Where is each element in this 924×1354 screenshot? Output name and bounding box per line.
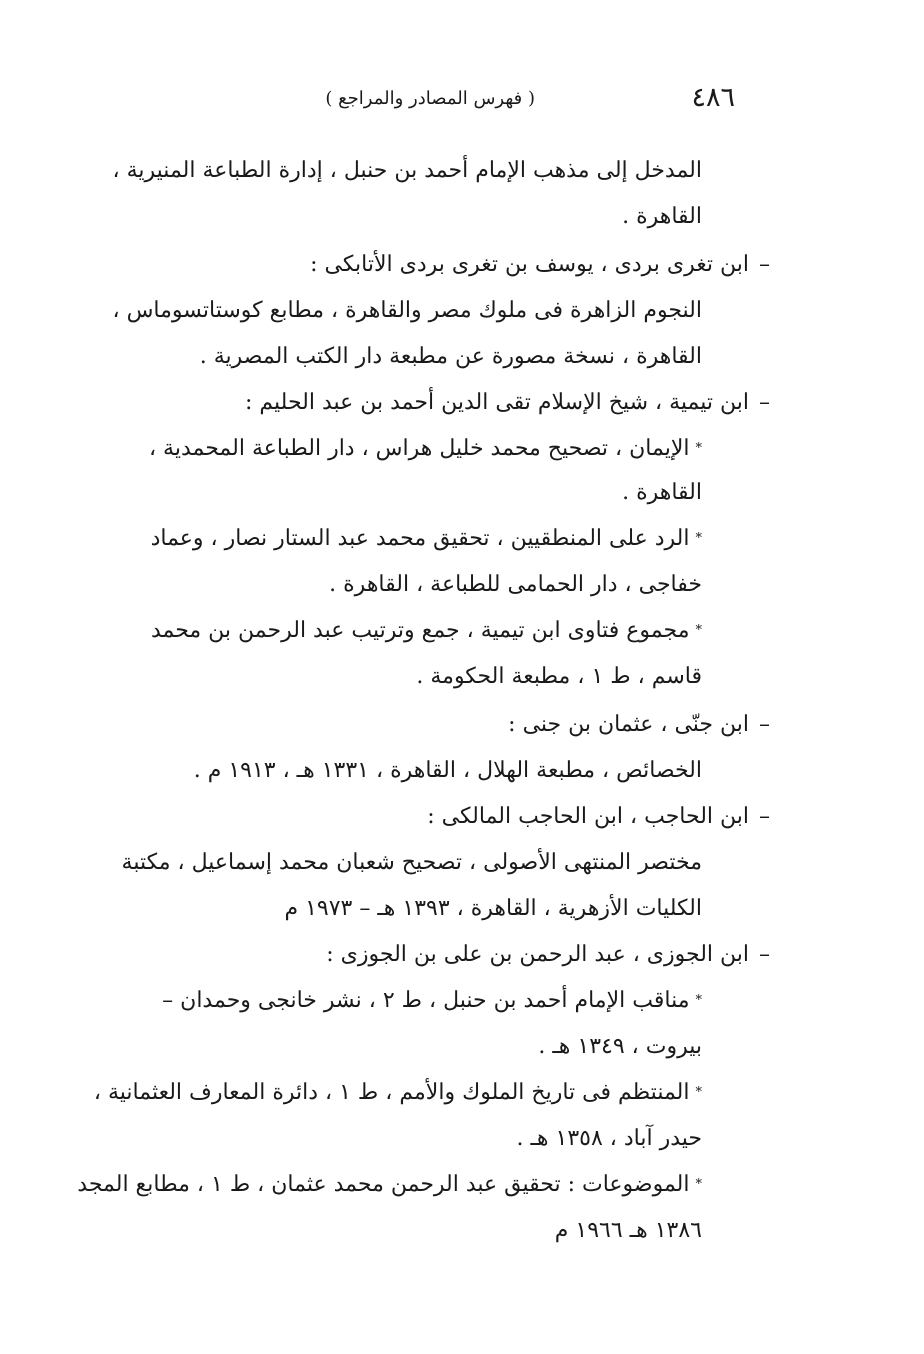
- entry-line: القاهرة .: [622, 204, 702, 229]
- entry-line: المدخل إلى مذهب الإمام أحمد بن حنبل ، إدارة الطباعة المنيرية ،: [112, 158, 702, 183]
- author-heading: –ابن الجوزى ، عبد الرحمن بن على بن الجوزى :: [326, 942, 770, 967]
- entry-line: بيروت ، ١٣٤٩ هـ .: [538, 1034, 702, 1059]
- entry-line: الكليات الأزهرية ، القاهرة ، ١٣٩٣ هـ – ١٩٧٣ م: [284, 896, 702, 921]
- page-header: [110, 82, 735, 122]
- entry-line: *المنتظم فى تاريخ الملوك والأمم ، ط ١ ، دائرة المعارف العثمانية ،: [93, 1080, 702, 1105]
- entry-line: ١٣٨٦ هـ ١٩٦٦ م: [554, 1218, 702, 1243]
- entry-line: النجوم الزاهرة فى ملوك مصر والقاهرة ، مطابع كوستاتسوماس ،: [112, 298, 702, 323]
- entry-line: مختصر المنتهى الأصولى ، تصحيح شعبان محمد إسماعيل ، مكتبة: [121, 850, 702, 875]
- entry-line: *الموضوعات : تحقيق عبد الرحمن محمد عثمان ، ط ١ ، مطابع المجد: [77, 1172, 702, 1197]
- entry-line: الخصائص ، مطبعة الهلال ، القاهرة ، ١٣٣١ هـ ، ١٩١٣ م .: [193, 758, 702, 783]
- author-heading: –ابن تغرى بردى ، يوسف بن تغرى بردى الأتابكى :: [310, 252, 770, 277]
- entry-line: *الإيمان ، تصحيح محمد خليل هراس ، دار الطباعة المحمدية ،: [148, 436, 702, 461]
- author-heading: –ابن الحاجب ، ابن الحاجب المالكى :: [427, 804, 770, 829]
- entry-line: *مناقب الإمام أحمد بن حنبل ، ط ٢ ، نشر خانجى وحمدان –: [162, 988, 702, 1013]
- entry-line: *مجموع فتاوى ابن تيمية ، جمع وترتيب عبد الرحمن بن محمد: [150, 618, 702, 643]
- entry-line: خفاجى ، دار الحمامى للطباعة ، القاهرة .: [329, 572, 702, 597]
- running-title: ( فهرس المصادر والمراجع ): [325, 88, 535, 109]
- entry-line: *الرد على المنطقيين ، تحقيق محمد عبد الستار نصار ، وعماد: [150, 526, 702, 551]
- entry-line: حيدر آباد ، ١٣٥٨ هـ .: [516, 1126, 702, 1151]
- author-heading: –ابن جنّى ، عثمان بن جنى :: [508, 712, 770, 737]
- page-number: ٤٨٦: [691, 82, 735, 113]
- author-heading: –ابن تيمية ، شيخ الإسلام تقى الدين أحمد بن عبد الحليم :: [244, 390, 770, 415]
- entry-line: القاهرة .: [622, 480, 702, 505]
- entry-line: قاسم ، ط ١ ، مطبعة الحكومة .: [416, 664, 702, 689]
- entry-line: القاهرة ، نسخة مصورة عن مطبعة دار الكتب المصرية .: [199, 344, 702, 369]
